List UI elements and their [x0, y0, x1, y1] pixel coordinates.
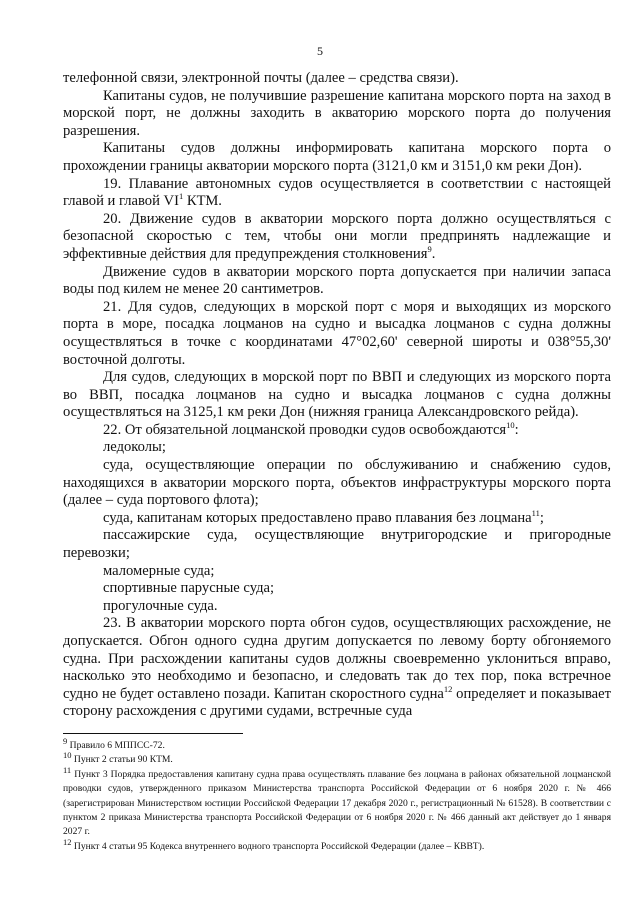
paragraph: Движение судов в акватории морского порта допускается при наличии запаса воды под килем не менее 20 сантиметров. [63, 263, 611, 298]
footnote-ref: 11 [531, 507, 540, 518]
body-text [63, 70, 611, 721]
paragraph: ледоколы; [103, 439, 166, 456]
footnote: $^{12}$ Пункт 4 статьи 95 Кодекса внутреннего водного транспорта Российской Федерации (далее – КВВТ). [63, 836, 485, 852]
page-number: 5 [317, 44, 323, 58]
footnote: $^{11}$ Пункт 3 Порядка предоставления капитану судна права осуществлять плавание без лоцмана в районах обязательной лоцманской проводки судов, утвержденного приказом Министерства транспорта Российской Федерации от 6 ноября 2020 г. № 466 (зарегистрирован Министерством юстиции Российской Федерации 17 декабря 2020 г., регистрационный № 61528). В соответствии с пунктом 2 приказа Министерства транспорта Российской Федерации от 6 ноября 2020 г. № 466 данный акт действует до 1 января 2027 г. [63, 764, 611, 838]
paragraph: маломерные суда; [103, 562, 215, 579]
paragraph: суда, капитанам которых предоставлено право плавания без лоцмана$^{11}$; [103, 507, 544, 526]
paragraph: прогулочные суда. [103, 597, 218, 614]
paragraph: спортивные парусные суда; [103, 580, 275, 597]
paragraph: суда, осуществляющие операции по обслуживанию и снабжению судов, находящихся в акватории морского порта, объектов инфраструктуры морского порта (далее – суда портового флота); [63, 457, 611, 509]
footnote: $^9$ Правило 6 МППСС-72. [63, 735, 165, 751]
footnote-mark: 10 [63, 750, 72, 761]
paragraph: Капитаны судов должны информировать капитана морского порта о прохождении границы акватории морского порта (3121,0 км и 3151,0 км реки Дон). [63, 140, 611, 174]
superscript: 1 [178, 191, 184, 202]
paragraph: пассажирские суда, осуществляющие внутригородские и пригородные перевозки; [63, 527, 611, 562]
footnote-ref: 9 [427, 244, 432, 255]
footnote-ref: 12 [443, 683, 453, 694]
footnotes [63, 735, 611, 854]
footnote-mark: 9 [63, 735, 68, 746]
paragraph: Для судов, следующих в морской порт по ВВП и следующих из морского порта во ВВП, посадка лоцманов на судно и высадка лоцманов с судна должны осуществляться на 3125,1 км реки Дон (нижняя граница Александровского рейда). [63, 369, 611, 421]
paragraph: 21. Для судов, следующих в морской порт с моря и выходящих из морского порта в море, посадка лоцманов на судно и высадка лоцманов с судна должны осуществляться в точке с координатами 47°02,60' северной широты и 038°55,30' восточной долготы. [63, 298, 611, 368]
paragraph: 22. От обязательной лоцманской проводки судов освобождаются$^{10}$: [103, 420, 519, 438]
paragraph: 20. Движение судов в акватории морского порта должно осуществляться с безопасной скоростью с тем, чтобы они могли предпринять надлежащие и эффективные действия для предупреждения столкновения$^9$. [63, 210, 611, 262]
paragraph: 19. Плавание автономных судов осуществляется в соответствии с настоящей главой и главой $VI^1$ КТМ. [63, 175, 611, 210]
footnote-mark: 11 [63, 764, 72, 775]
footnote-mark: 12 [63, 836, 72, 847]
paragraph: Капитаны судов, не получившие разрешение капитана морского порта на заход в морской порт, не должны заходить в акваторию морского порта до получения разрешения. [63, 87, 611, 139]
paragraph: 23. В акватории морского порта обгон судов, осуществляющих расхождение, не допускается. Обгон одного судна другим допускается по левому борту обгоняемого судна. При расхождении капитаны судов должны своевременно уклониться вправо, насколько это необходимо и безопасно, и следовать так до тех пор, пока встречное судно не будет оставлено позади. Капитан скоростного судна$^{12}$ определяет и показывает сторону расхождения с другими судами, встречные суда [63, 615, 611, 720]
footnote: $^{10}$ Пункт 2 статьи 90 КТМ. [63, 750, 173, 766]
footnote-ref: 10 [506, 420, 515, 431]
paragraph: телефонной связи, электронной почты (далее – средства связи). [63, 70, 459, 86]
footnote-divider [63, 733, 243, 734]
